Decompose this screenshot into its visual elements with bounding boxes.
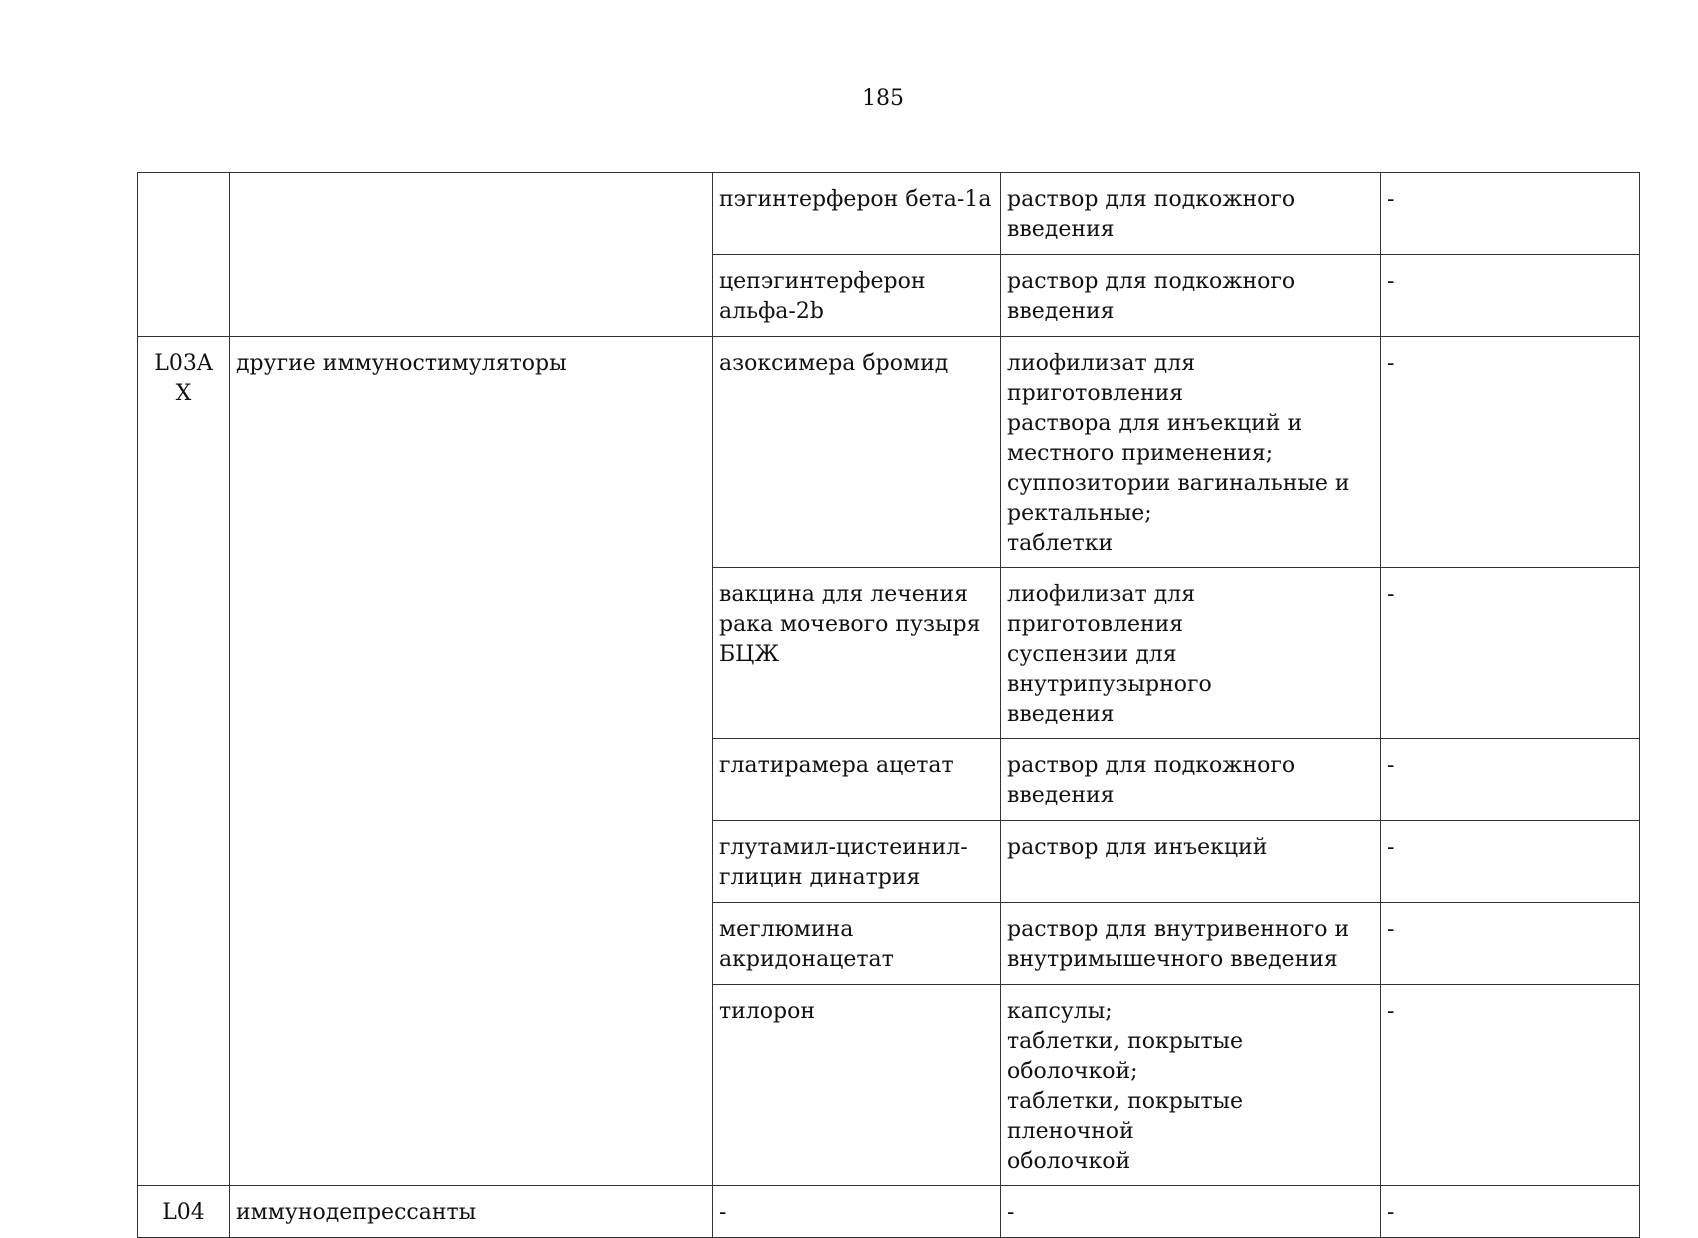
dosage-form-cell: капсулы; таблетки, покрытые оболочкой; таблетки, покрытые пленочной оболочкой <box>1001 985 1381 1186</box>
note-cell: - <box>1381 903 1640 985</box>
group-name-cell <box>230 173 713 337</box>
table-row <box>138 173 1640 255</box>
atc-code-cell: L04 <box>138 1186 230 1238</box>
table-row <box>138 337 1640 568</box>
drug-name-cell: пэгинтерферон бета-1a <box>713 173 1001 255</box>
note-cell: - <box>1381 739 1640 821</box>
table-row <box>138 1186 1640 1238</box>
note-cell: - <box>1381 337 1640 568</box>
dosage-form-cell: - <box>1001 1186 1381 1238</box>
note-cell: - <box>1381 821 1640 903</box>
group-name-cell: иммунодепрессанты <box>230 1186 713 1238</box>
dosage-form-cell: раствор для подкожного введения <box>1001 173 1381 255</box>
drug-name-cell: глутамил-цистеинил- глицин динатрия <box>713 821 1001 903</box>
dosage-form-cell: лиофилизат для приготовления суспензии для внутрипузырного введения <box>1001 568 1381 739</box>
drug-name-cell: цепэгинтерферон альфа-2b <box>713 255 1001 337</box>
note-cell: - <box>1381 255 1640 337</box>
group-name-cell: другие иммуностимуляторы <box>230 337 713 1186</box>
drug-name-cell: - <box>713 1186 1001 1238</box>
dosage-form-cell: раствор для подкожного введения <box>1001 255 1381 337</box>
drug-name-cell: тилорон <box>713 985 1001 1186</box>
dosage-form-cell: раствор для подкожного введения <box>1001 739 1381 821</box>
drug-name-cell: глатирамера ацетат <box>713 739 1001 821</box>
drug-name-cell: вакцина для лечения рака мочевого пузыря БЦЖ <box>713 568 1001 739</box>
atc-code-cell: L03A X <box>138 337 230 1186</box>
drug-name-cell: азоксимера бромид <box>713 337 1001 568</box>
dosage-form-cell: раствор для инъекций <box>1001 821 1381 903</box>
note-cell: - <box>1381 568 1640 739</box>
page-number: 185 <box>862 86 904 111</box>
dosage-form-cell: лиофилизат для приготовления раствора для инъекций и местного применения; суппозитории вагинальные и ректальные; таблетки <box>1001 337 1381 568</box>
dosage-form-cell: раствор для внутривенного и внутримышечного введения <box>1001 903 1381 985</box>
atc-code-cell <box>138 173 230 337</box>
drug-name-cell: меглюмина акридонацетат <box>713 903 1001 985</box>
medication-table <box>137 172 1640 1238</box>
note-cell: - <box>1381 173 1640 255</box>
note-cell: - <box>1381 1186 1640 1238</box>
note-cell: - <box>1381 985 1640 1186</box>
